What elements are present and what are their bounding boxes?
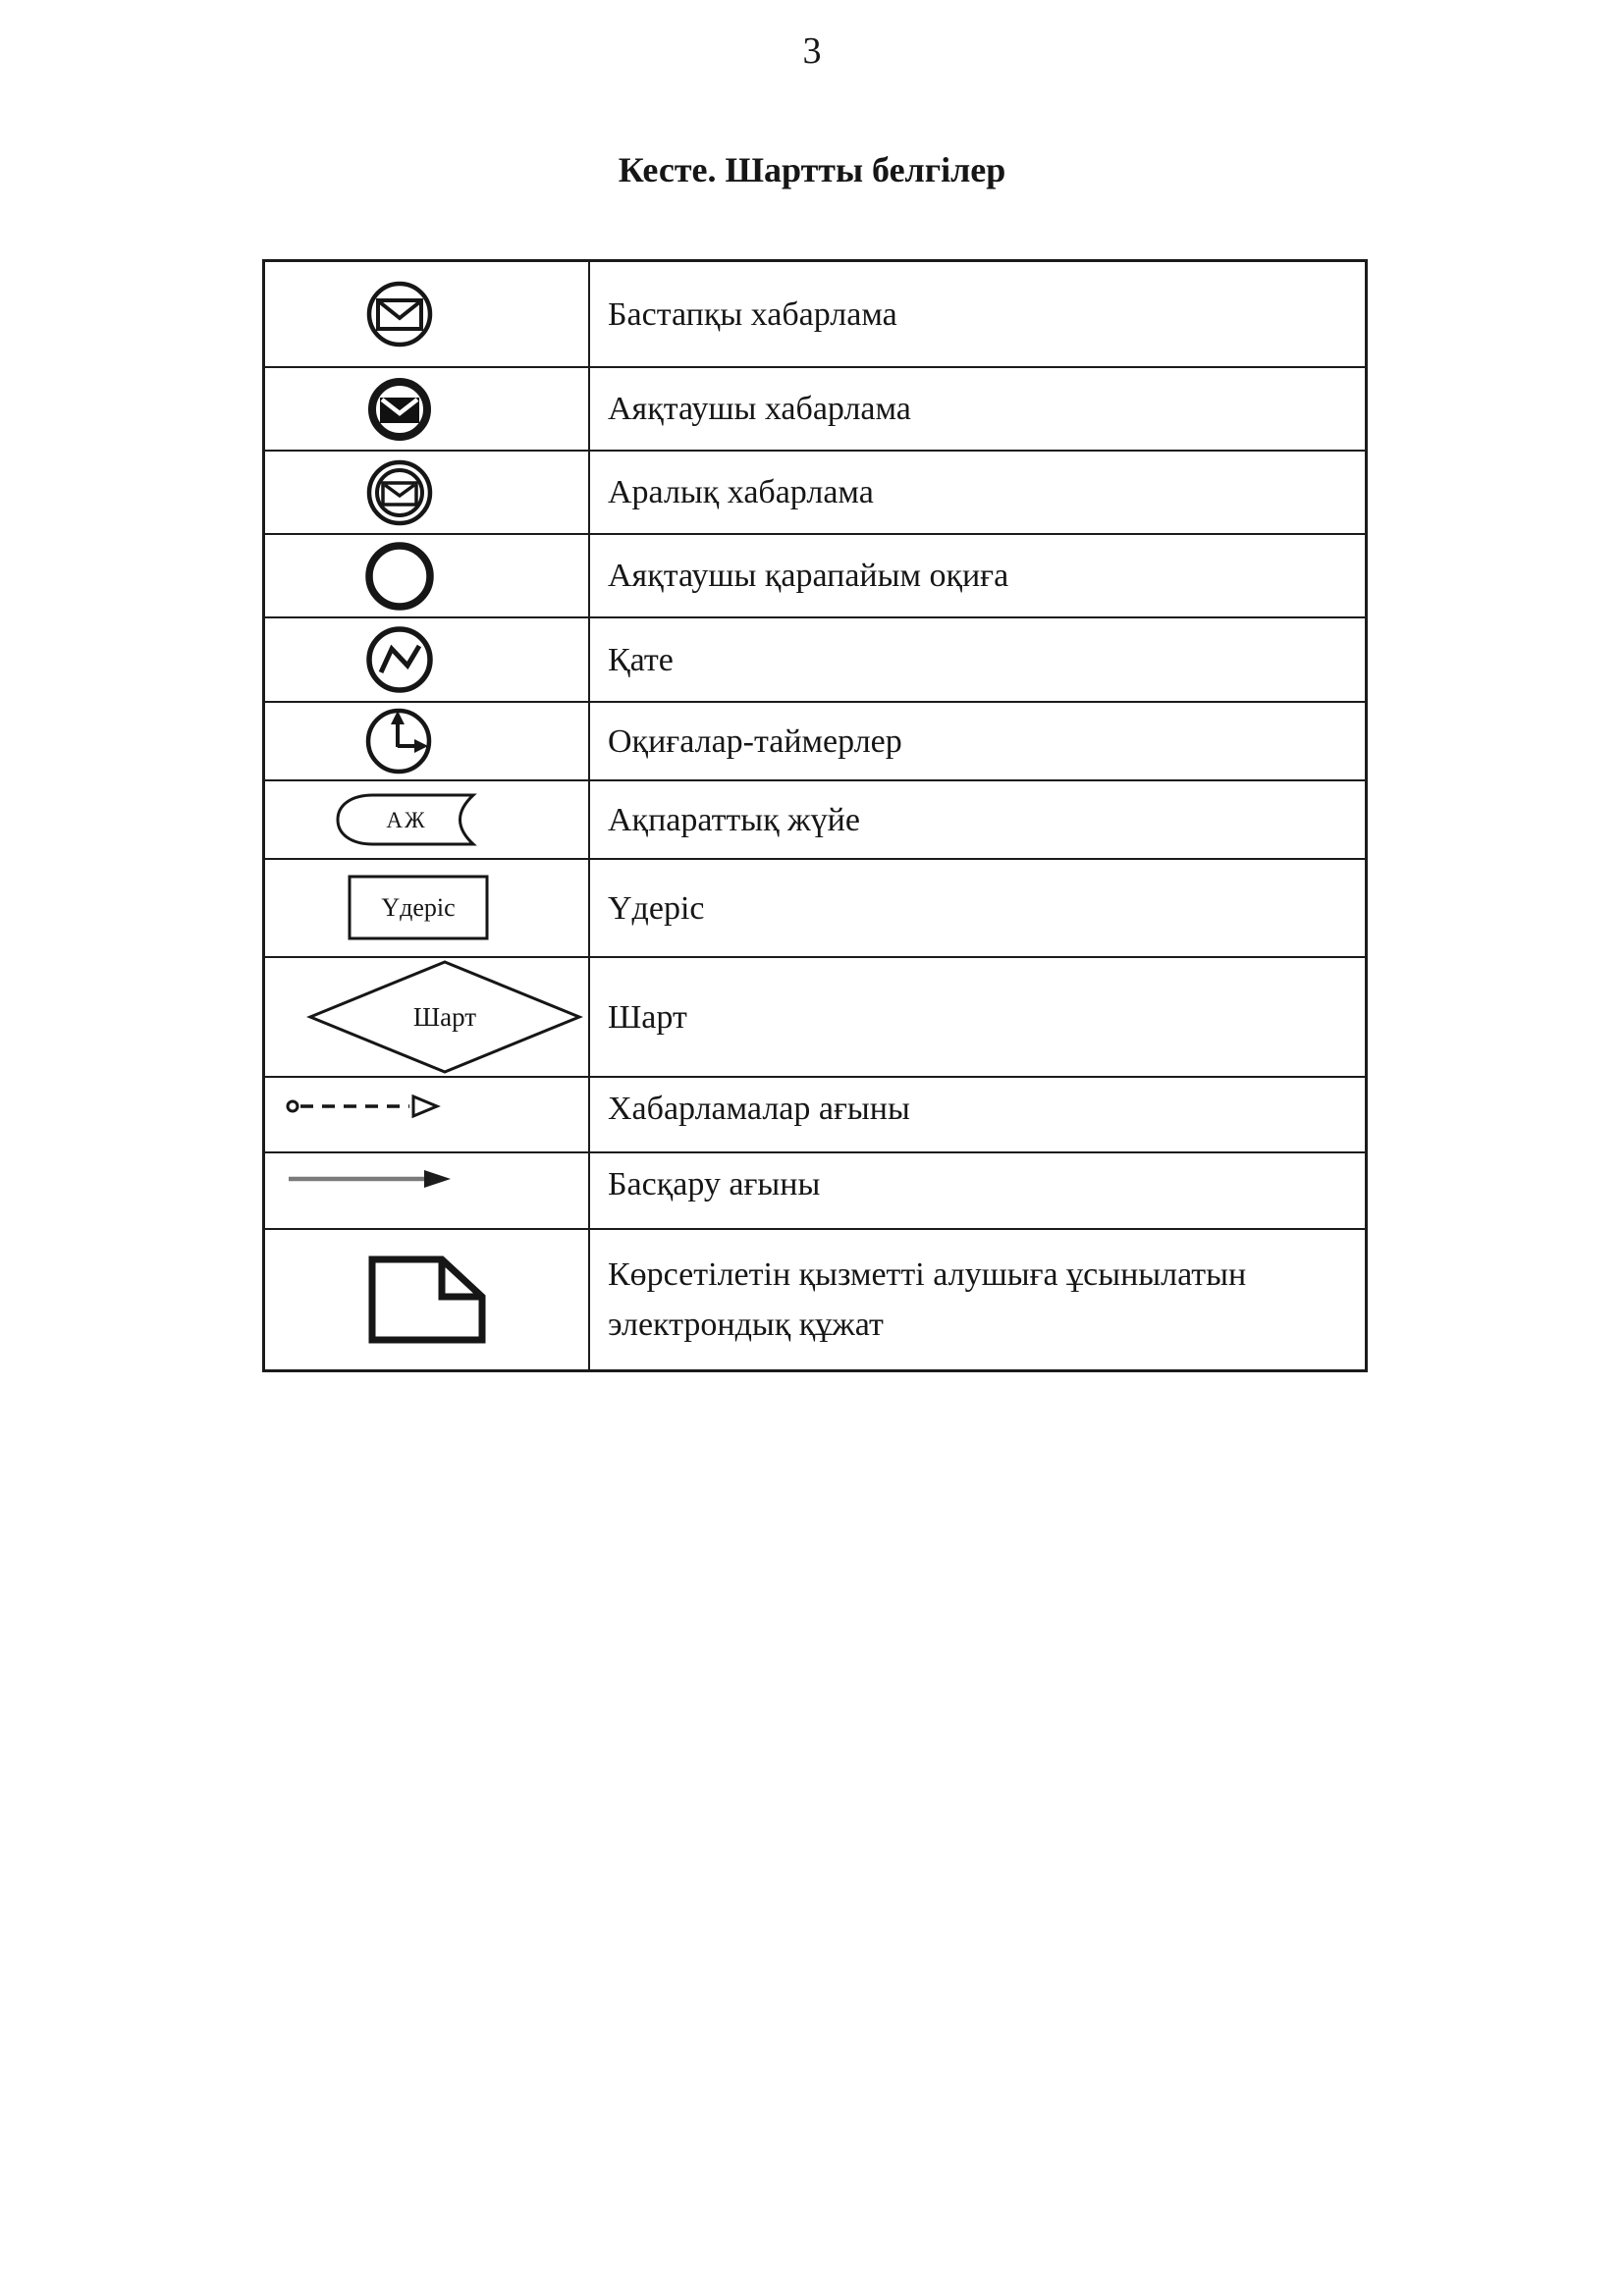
table-row — [265, 1153, 1365, 1230]
symbol-cell — [265, 958, 590, 1076]
symbol-cell — [265, 703, 590, 779]
symbol-cell — [265, 781, 590, 858]
label-cell — [590, 262, 1365, 366]
label-cell — [590, 860, 1365, 956]
condition-icon — [306, 959, 583, 1075]
symbol-cell — [265, 535, 590, 616]
page-title: Кесте. Шартты белгілер — [618, 150, 1006, 189]
label-cell — [590, 1078, 1365, 1151]
intermediate-message-event-icon — [365, 458, 434, 527]
page-number: 3 — [802, 30, 822, 72]
electronic-document-icon — [365, 1254, 489, 1346]
symbol-cell — [265, 1153, 590, 1228]
symbol-cell — [265, 262, 590, 366]
label-cell — [590, 535, 1365, 616]
symbol-cell — [265, 1078, 590, 1151]
symbol-label: Оқиғалар-таймерлер — [608, 722, 902, 760]
process-icon — [348, 875, 491, 941]
symbol-label: Көрсетілетін қызметті алушыға ұсынылатын электрондық құжат — [608, 1256, 1247, 1343]
end-message-event-icon — [365, 375, 434, 444]
process-symbol-text: Үдеріс — [380, 893, 456, 922]
information-system-icon — [334, 792, 481, 847]
start-message-event-icon — [364, 279, 435, 349]
information-system-symbol-text: АЖ — [385, 808, 427, 832]
symbol-label: Аяқтаушы қарапайым оқиға — [608, 558, 1009, 594]
timer-event-icon — [362, 705, 437, 777]
table-row — [265, 262, 1365, 368]
label-cell — [590, 703, 1365, 779]
table-row — [265, 368, 1365, 452]
table-row — [265, 958, 1365, 1078]
end-simple-event-icon — [364, 541, 435, 612]
label-cell — [590, 1230, 1365, 1369]
message-flow-icon — [285, 1092, 442, 1121]
symbol-label: Шарт — [608, 998, 687, 1036]
table-row — [265, 703, 1365, 781]
symbol-cell — [265, 452, 590, 533]
symbol-label: Ақпараттық жүйе — [608, 801, 860, 838]
legend-table — [262, 259, 1368, 1372]
table-row — [265, 781, 1365, 860]
symbol-cell — [265, 860, 590, 956]
symbol-label: Хабарламалар ағыны — [608, 1091, 910, 1127]
symbol-cell — [265, 618, 590, 701]
symbol-label: Қате — [608, 641, 674, 678]
condition-symbol-text: Шарт — [412, 1002, 476, 1032]
symbol-label: Бастапқы хабарлама — [608, 295, 897, 333]
error-event-icon — [364, 624, 435, 695]
label-cell — [590, 368, 1365, 450]
label-cell — [590, 781, 1365, 858]
symbol-label: Басқару ағыны — [608, 1166, 821, 1202]
symbol-label: Аяқтаушы хабарлама — [608, 391, 911, 427]
table-row — [265, 535, 1365, 618]
symbol-label: Үдеріс — [608, 889, 705, 927]
table-row — [265, 452, 1365, 535]
label-cell — [590, 618, 1365, 701]
label-cell — [590, 1153, 1365, 1228]
label-cell — [590, 452, 1365, 533]
symbol-cell — [265, 368, 590, 450]
symbol-cell — [265, 1230, 590, 1369]
control-flow-icon — [285, 1167, 454, 1191]
label-cell — [590, 958, 1365, 1076]
symbol-label: Аралық хабарлама — [608, 474, 874, 510]
table-row — [265, 1230, 1365, 1369]
table-row — [265, 618, 1365, 703]
table-row — [265, 860, 1365, 958]
table-row — [265, 1078, 1365, 1153]
